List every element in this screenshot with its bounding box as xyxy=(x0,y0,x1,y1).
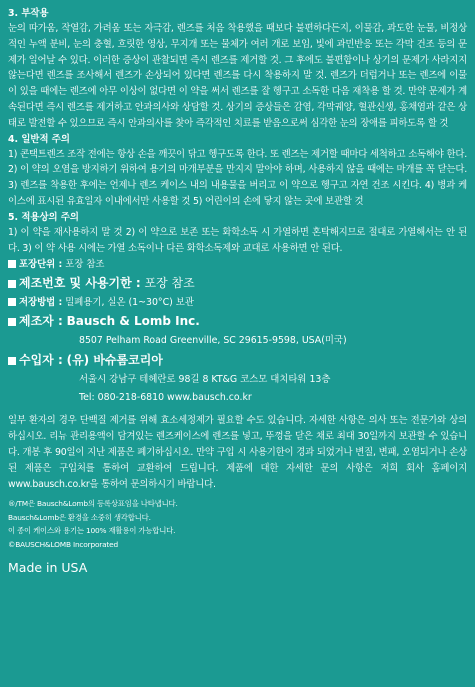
usage-notice: 일부 환자의 경우 단백질 제거를 위해 효소세정제가 필요할 수도 있습니다. 자세한 사항은 의사 또는 전문가와 상의하십시오. 리뉴 관리용액이 담겨있는 렌즈케이스에 렌즈를 넣고, 뚜껑을 닫은 채로 최대 30일까지 보관할 수 있습니다. 개봉 후 90일이 지난 제품은 폐기하십시오. 만약 구입 시 사용기한이 경과 되었거나 변질, 변패, 오염되거나 손상된 제품은 구입처를 통하여 교환하여 드립니다. 제품에 대한 자세한 문의 사항은 저희 회사 홈페이지 www.bausch.co.kr을 통하여 문의하시기 바랍니다. xyxy=(8,415,467,490)
footnotes xyxy=(8,497,467,551)
section-body: 1) 콘택트렌즈 조작 전에는 항상 손을 깨끗이 닦고 헹구도록 한다. 또 렌즈는 제거할 때마다 세척하고 소독해야 한다. 2) 이 약의 오염을 방지하기 위하여 용기의 마개부분을 만지지 말아야 하며, 사용하지 않을 때에는 마개를 꼭 닫는다. 3) 렌즈를 착용한 후에는 언제나 렌즈 케이스 내의 내용물을 버리고 이 약으로 헹구고 자연 건조 시킨다. 4) 병과 케이스에 표시된 유효일자 이내에서만 사용할 것 5) 어린이의 손에 닿지 않는 곳에 보관할 것 xyxy=(8,148,467,207)
section-side-effects xyxy=(8,6,467,132)
importer-name: (유) 바슈롬코리아 xyxy=(66,353,163,368)
product-info-block xyxy=(8,256,467,407)
importer-contact: Tel: 080-218-6810 www.bausch.co.kr xyxy=(79,392,252,404)
square-bullet-icon xyxy=(8,260,16,268)
section-body: 눈의 따가움, 작열감, 가려움 또는 자극감, 렌즈를 처음 착용했을 때보다 불편하다든지, 이물감, 과도한 눈물, 비정상적인 누액 분비, 눈의 충혈, 흐릿한 영상, 무지개 또는 물체가 여러 개로 보임, 빛에 과민반응 또는 각막 건조 등의 문제가 일어날 수 있다. 이러한 증상이 관찰되면 즉시 렌즈를 제거할 것. 그 후에도 불편함이나 상기의 문제가 사라지지 않는다면 렌즈를 조사해서 렌즈가 손상되어 있다면 렌즈를 다시 착용하지 말 것. 렌즈가 더럽거나 또는 렌즈에 이물이 있을 때에는 렌즈에 아무 이상이 없다면 이 약을 써서 렌즈를 잘 헹구고 소독한 다음 재착용 할 것. 만약 문제가 계속된다면 즉시 렌즈를 제거하고 안과의사와 상담할 것. 상기의 증상들은 감염, 각막궤양, 혈관신생, 홍채염과 같은 상태로 발전할 수 있으므로 즉시 안과의사를 찾아 즉각적인 치료를 받음으로써 심각한 눈의 장애를 피하도록 할 것 xyxy=(8,23,467,129)
package-value: 포장 참조 xyxy=(65,259,105,271)
storage-label: 저장방법 : xyxy=(19,297,63,309)
storage-value: 밀폐용기, 실온 (1~30°C) 보관 xyxy=(65,297,194,309)
square-bullet-icon xyxy=(8,357,16,365)
package-label: 포장단위 : xyxy=(19,259,63,271)
storage-row xyxy=(8,294,467,311)
manufacturer-name: Bausch & Lomb Inc. xyxy=(66,314,200,329)
square-bullet-icon xyxy=(8,280,16,288)
section-body: 1) 이 약을 재사용하지 말 것 2) 이 약으로 보존 또는 화학소독 시 가열하면 혼탁해지므로 절대로 가열해서는 안 된다. 3) 이 약 사용 시에는 가열 소독이나 다른 화학소독제와 교대로 사용하면 안 된다. xyxy=(8,226,467,254)
square-bullet-icon xyxy=(8,298,16,306)
manufacturer-label: 제조자 : xyxy=(19,314,63,329)
section-application-precautions xyxy=(8,210,467,257)
square-bullet-icon xyxy=(8,318,16,326)
section-heading: 3. 부작용 xyxy=(8,8,49,19)
package-unit-row xyxy=(8,256,467,273)
importer-address: 서울시 강남구 테헤란로 98길 8 KT&G 코스모 대치타워 13층 xyxy=(79,374,331,386)
manufacturer-address: 8507 Pelham Road Greenville, SC 29615-9598, USA(미국) xyxy=(79,335,347,347)
section-general-precautions xyxy=(8,132,467,210)
made-in-label: Made in USA xyxy=(8,559,88,575)
footnote-line: ©BAUSCH&LOMB Incorporated xyxy=(8,539,118,549)
footnote-line: 이 종이 케이스와 용기는 100% 재활용이 가능합니다. xyxy=(8,526,176,536)
lot-label: 제조번호 및 사용기한 : xyxy=(19,276,141,291)
section-heading: 4. 일반적 주의 xyxy=(8,133,70,145)
lot-value: 포장 참조 xyxy=(144,276,195,291)
section-heading: 5. 적용상의 주의 xyxy=(8,211,79,223)
manufacturer-row xyxy=(8,311,467,332)
importer-row xyxy=(8,350,467,371)
importer-label: 수입자 : xyxy=(19,353,63,368)
lot-expiry-row xyxy=(8,273,467,294)
footnote-line: Bausch&Lomb은 환경을 소중히 생각합니다. xyxy=(8,512,151,522)
footnote-line: ®/TM은 Bausch&Lomb의 등록상표임을 나타냅니다. xyxy=(8,499,178,509)
